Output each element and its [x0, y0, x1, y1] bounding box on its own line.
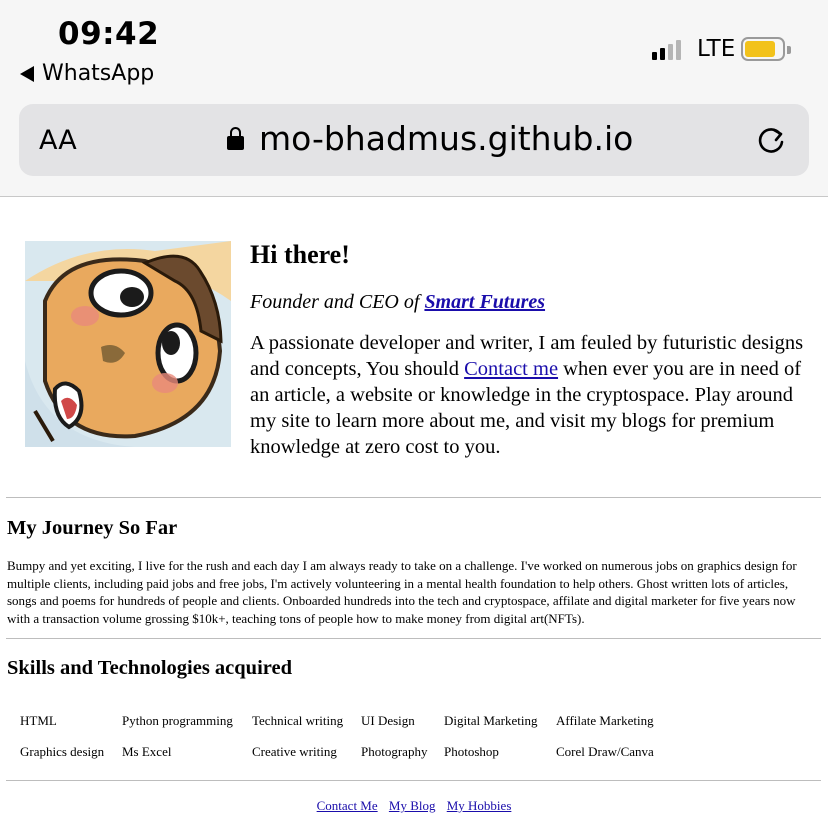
- status-time: 09:42: [58, 16, 160, 52]
- battery-icon: [741, 37, 785, 61]
- founder-line: [250, 291, 545, 314]
- intro-paragraph: [250, 330, 810, 460]
- journey-paragraph: Bumpy and yet exciting, I live for the rush and each day I am always ready to take on a challenge. I've worked on numerous jobs on graphics design for multiple clients, including paid jobs and free jobs, I'm actively volunteering in a mental health foundation to help others. Ghost written lots of articles, songs and poems for hundreds of people and clients. Onboarded hundreds into the tech and cryptospace, affilate and digital marketer for five years now with a transaction volume grossing $10k+, teaching tons of people how to make money from digital art(NFTs).: [7, 558, 797, 626]
- footer-blog-link[interactable]: My Blog: [388, 798, 436, 813]
- skill-item: Python programming: [122, 713, 233, 728]
- footer-nav: [0, 798, 828, 814]
- skill-item: Photoshop: [444, 744, 499, 759]
- skill-item: Corel Draw/Canva: [556, 744, 654, 759]
- divider: [6, 638, 821, 639]
- back-triangle-icon: [20, 66, 34, 82]
- skill-item: Digital Marketing: [444, 713, 538, 728]
- founder-prefix: Founder and CEO of: [250, 291, 420, 313]
- skill-item: Technical writing: [252, 713, 344, 728]
- divider: [6, 780, 821, 781]
- skill-item: Ms Excel: [122, 744, 172, 759]
- skill-item: UI Design: [361, 713, 415, 728]
- browser-chrome: [0, 0, 828, 197]
- network-type: LTE: [697, 36, 736, 62]
- skill-item: Photography: [361, 744, 428, 759]
- contact-me-inline-link[interactable]: Contact me: [464, 358, 559, 380]
- divider: [6, 497, 821, 498]
- footer-hobbies-link[interactable]: My Hobbies: [446, 798, 512, 813]
- footer-contact-link[interactable]: Contact Me: [316, 798, 378, 813]
- profile-avatar: [25, 241, 231, 447]
- skill-item: HTML: [20, 713, 57, 728]
- text-size-button[interactable]: AA: [39, 125, 77, 156]
- skill-item: Graphics design: [20, 744, 105, 759]
- url-text[interactable]: mo-bhadmus.github.io: [259, 119, 634, 158]
- skill-item: Creative writing: [252, 744, 337, 759]
- back-app-label: WhatsApp: [42, 61, 155, 86]
- reload-icon[interactable]: [755, 124, 787, 156]
- intro-text-1: A passionate developer and writer, I am feuled by futuristic designs and concepts, You should: [250, 332, 804, 380]
- lock-icon: [227, 136, 244, 150]
- skill-item: Affilate Marketing: [556, 713, 654, 728]
- greeting-heading: Hi there!: [250, 240, 350, 269]
- journey-heading: My Journey So Far: [7, 517, 178, 539]
- skills-heading: Skills and Technologies acquired: [7, 657, 293, 679]
- back-to-app-button[interactable]: [20, 61, 154, 86]
- signal-strength-icon: [652, 38, 681, 60]
- battery-level: [745, 41, 775, 57]
- address-bar[interactable]: [19, 104, 809, 176]
- intro-text-2: when ever you are in need of an article, a website or knowledge in the cryptospace. Play around my site to learn more about me, and visit my blogs for premium knowledge at zero cost to you.: [250, 358, 802, 458]
- smart-futures-link[interactable]: Smart Futures: [424, 291, 546, 313]
